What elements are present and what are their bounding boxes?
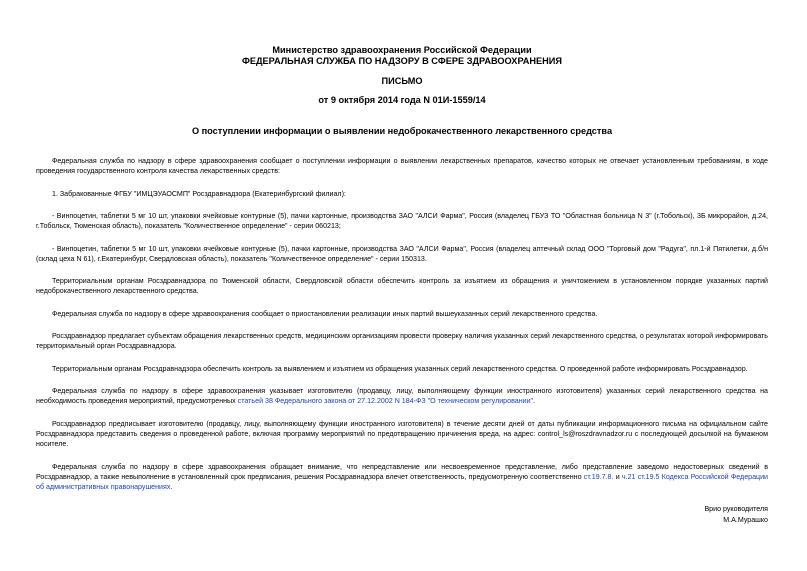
signature-name: М.А.Мурашко <box>723 516 768 524</box>
paragraph-territorial-control: Территориальным органам Росздравнадзора по Тюменской области, Свердловской области обеспечить контроль за изъятием из обращения и уничтожением в установленном порядке указанных партий недоброкачественного лекарственного средства. <box>36 277 768 296</box>
service-name: ФЕДЕРАЛЬНАЯ СЛУЖБА ПО НАДЗОРУ В СФЕРЕ ЗДРАВООХРАНЕНИЯ <box>241 56 562 66</box>
ministry-name: Министерство здравоохранения Российской Федерации <box>272 45 532 55</box>
paragraph-intro: Федеральная служба по надзору в сфере здравоохранения сообщает о поступлении информации о выявлении лекарственных препаратов, качество которых не отвечает установленным требованиям, в ходе проведения государственного контроля качества лекарственных средств: <box>36 157 768 176</box>
paragraph-text: . <box>533 397 536 406</box>
document-type: ПИСЬМО <box>381 76 423 86</box>
paragraph-text: . <box>170 482 173 491</box>
signature-position: Врио руководителя <box>704 505 768 513</box>
paragraph-text: и <box>613 472 622 481</box>
paragraph-manufacturer-order: Росздравнадзор предписывает изготовителю (продавцу, лицу, выполняющему функции иностранного изготовителя) в течение десяти дней от даты публикации информационного письма на официальном сайте Росздравнадзора представить сведения о проведенной работе, включая программу мероприятий по предотвращению причинения вреда, на адрес: control_ls@roszdravnadzor.ru с последующей досылкой на бумажном носителе. <box>36 419 768 449</box>
paragraph-rejected-list-heading: 1. Забракованные ФГБУ "ИМЦЭУАОСМП" Росздравнадзора (Екатеринбургский филиал): <box>52 189 346 198</box>
document-date-number: от 9 октября 2014 года N 01И-1559/14 <box>318 95 486 105</box>
code-article-19-5-link[interactable]: ч.21 ст.19.5 Кодекса Российской Федерации об административных правонарушениях <box>36 472 769 491</box>
paragraph-text: Федеральная служба по надзору в сфере здравоохранения указывает изготовителю (продавцу, лицу, выполняющему функции иностранного изготовителя) указанных серий лекарственного средства на необходимость проведения мероприятий, предусмотренных <box>36 387 768 406</box>
paragraph-text: Федеральная служба по надзору в сфере здравоохранения обращает внимание, что непредставление или несвоевременное представление, либо представление заведомо недостоверных сведений в Росздравнадзор, а также невыполнение в установленный срок предписания, решения Росздравнадзора влечет ответственность, предусмотренную соответственно <box>36 462 768 481</box>
document-body <box>36 156 768 504</box>
paragraph-withdrawal-control: Территориальным органам Росздравнадзора обеспечить контроль за выявлением и изъятием из обращения указанных серий лекарственного средства. О проведенной работе информировать Росздравнадзор. <box>52 364 748 373</box>
paragraph-drug-series-2: - Винпоцетин, таблетки 5 мг 10 шт, упаковки ячейковые контурные (5), пачки картонные, производства ЗАО "АЛСИ Фарма", Россия (владелец аптечный склад ООО "Торговый дом "Радуга", пл.1-й Пятилетки, д.б/н (склад цеха N 61), г.Екатеринбург, Свердловская область), показатель "Количественное определение" - серии 150313. <box>36 244 768 263</box>
paragraph-suspension: Федеральная служба по надзору в сфере здравоохранения сообщает о приостановлении реализации иных партий вышеуказанных серий лекарственного средства. <box>52 309 598 318</box>
paragraph-manufacturer-measures <box>36 386 768 406</box>
paragraph-drug-series-1: - Винпоцетин, таблетки 5 мг 10 шт, упаковки ячейковые контурные (5), пачки картонные, производства ЗАО "АЛСИ Фарма", Россия (владелец ГБУЗ ТО "Областная больница N 3" (г.Тобольск), 3Б микрорайон, д.24, г.Тобольск, Тюменская область), показатель "Количественное определение" - серии 060213; <box>36 211 768 231</box>
law-article-38-link[interactable]: статьей 38 Федерального закона от 27.12.2002 N 184-ФЗ "О техническом регулировании" <box>237 397 534 406</box>
paragraph-check-proposal: Росздравнадзор предлагает субъектам обращения лекарственных средств, медицинским организациям провести проверку наличия указанных серий лекарственного средства, о результатах которой информировать территориальный орган Росздравнадзора. <box>36 332 768 351</box>
code-article-19-7-8-link[interactable]: ст.19.7.8. <box>583 472 614 481</box>
paragraph-liability <box>36 462 768 493</box>
document-subject: О поступлении информации о выявлении недоброкачественного лекарственного средства <box>191 126 613 136</box>
